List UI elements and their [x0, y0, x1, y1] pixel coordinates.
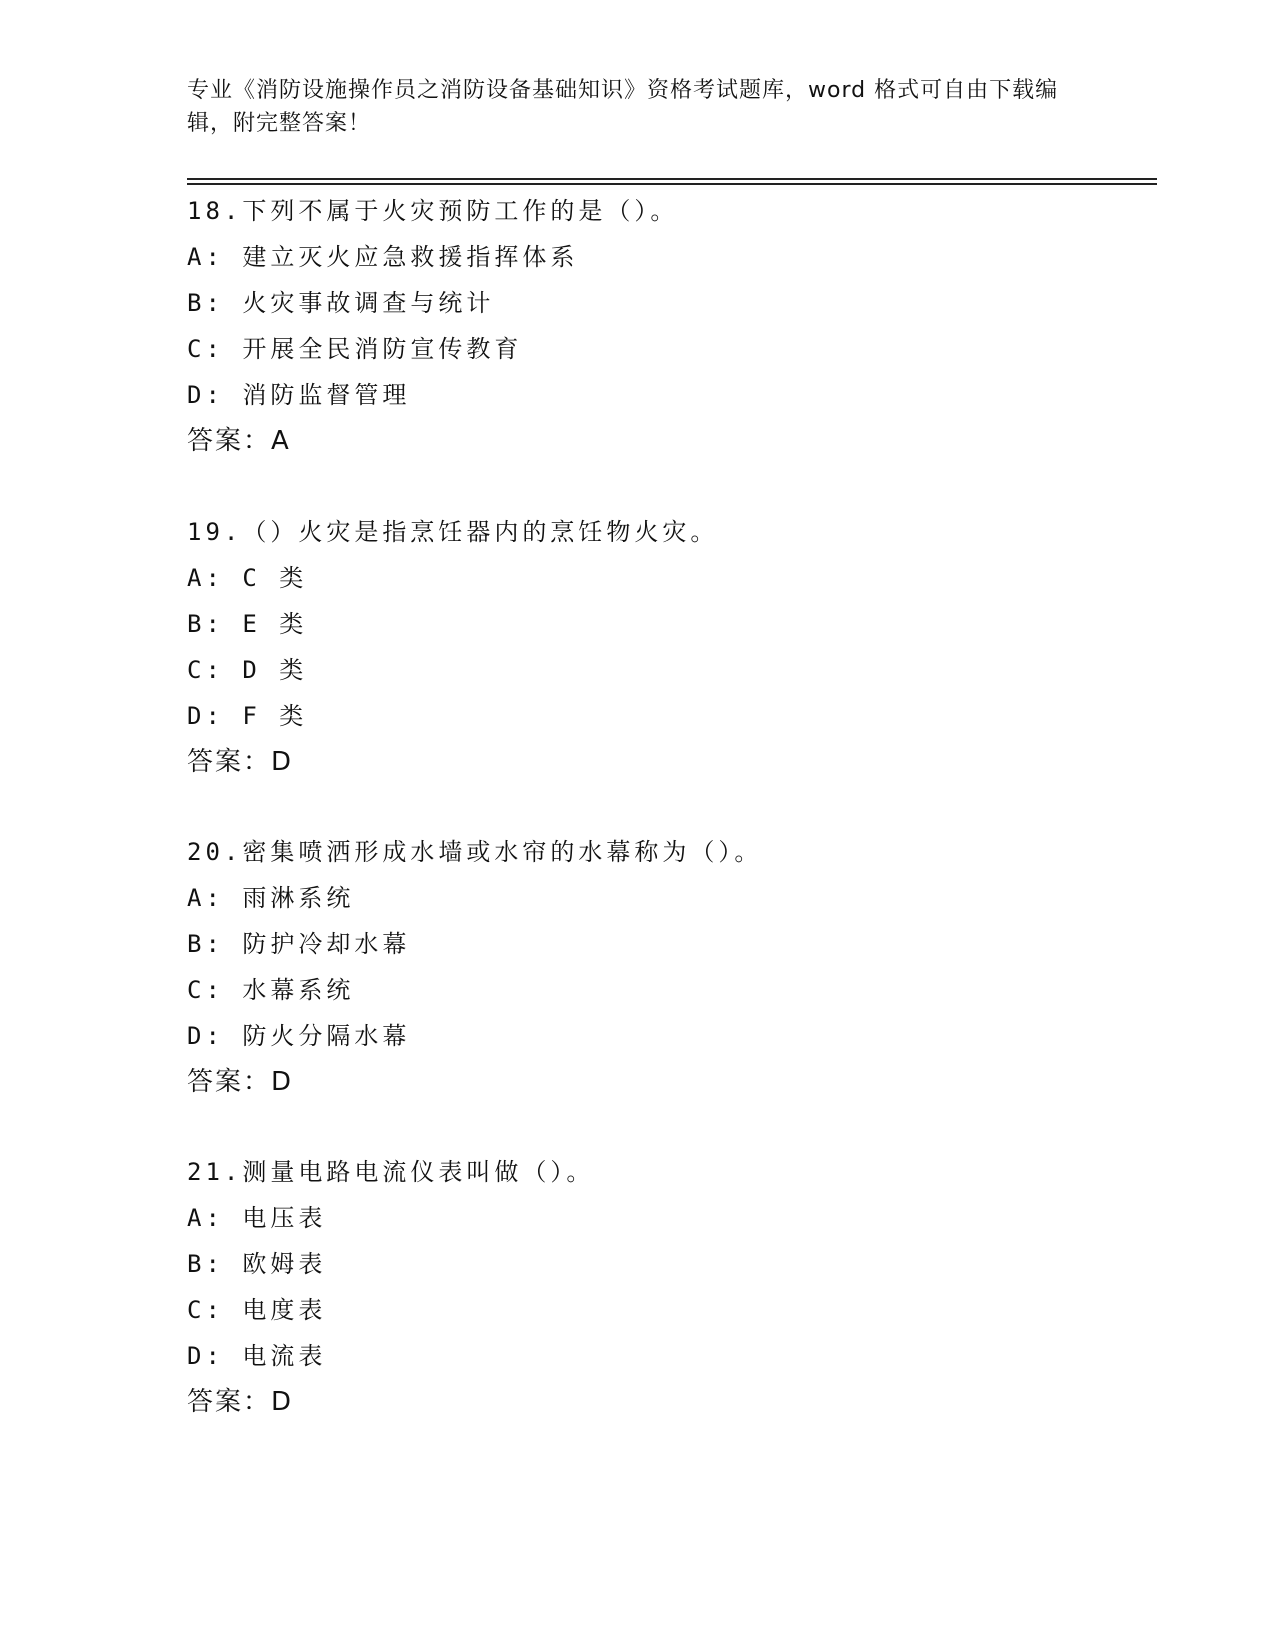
- option-d: D: 电流表: [187, 1342, 327, 1370]
- answer-line: 答案：D: [187, 1067, 294, 1097]
- question-title: 20.密集喷洒形成水墙或水帘的水幕称为（）。: [187, 838, 763, 866]
- header-divider-bottom: [187, 183, 1157, 185]
- question-block: [187, 188, 1137, 464]
- question-block: [187, 1149, 1137, 1425]
- option-b: B: 火灾事故调查与统计: [187, 289, 495, 317]
- question-block: [187, 509, 1137, 785]
- option-d: D: F 类: [187, 702, 308, 730]
- option-d: D: 防火分隔水幕: [187, 1022, 411, 1050]
- option-c: C: 开展全民消防宣传教育: [187, 335, 523, 363]
- option-b: B: 欧姆表: [187, 1250, 327, 1278]
- option-b: B: E 类: [187, 610, 308, 638]
- answer-line: 答案：D: [187, 747, 294, 777]
- option-c: C: D 类: [187, 656, 308, 684]
- question-title: 18.下列不属于火灾预防工作的是（）。: [187, 197, 679, 225]
- option-c: C: 电度表: [187, 1296, 327, 1324]
- answer-line: 答案：D: [187, 1387, 294, 1417]
- option-c: C: 水幕系统: [187, 976, 355, 1004]
- option-a: A: 电压表: [187, 1204, 327, 1232]
- option-a: A: C 类: [187, 564, 308, 592]
- option-d: D: 消防监督管理: [187, 381, 411, 409]
- document-header: 专业《消防设施操作员之消防设备基础知识》资格考试题库，word 格式可自由下载编辑，附完整答案！: [187, 78, 1059, 136]
- question-title: 21.测量电路电流仪表叫做（）。: [187, 1158, 595, 1186]
- option-a: A: 雨淋系统: [187, 884, 355, 912]
- option-b: B: 防护冷却水幕: [187, 930, 411, 958]
- question-block: [187, 829, 1137, 1105]
- option-a: A: 建立灭火应急救援指挥体系: [187, 243, 579, 271]
- question-title: 19.（）火灾是指烹饪器内的烹饪物火灾。: [187, 518, 719, 546]
- header-divider-top: [187, 178, 1157, 180]
- answer-line: 答案：A: [187, 426, 291, 456]
